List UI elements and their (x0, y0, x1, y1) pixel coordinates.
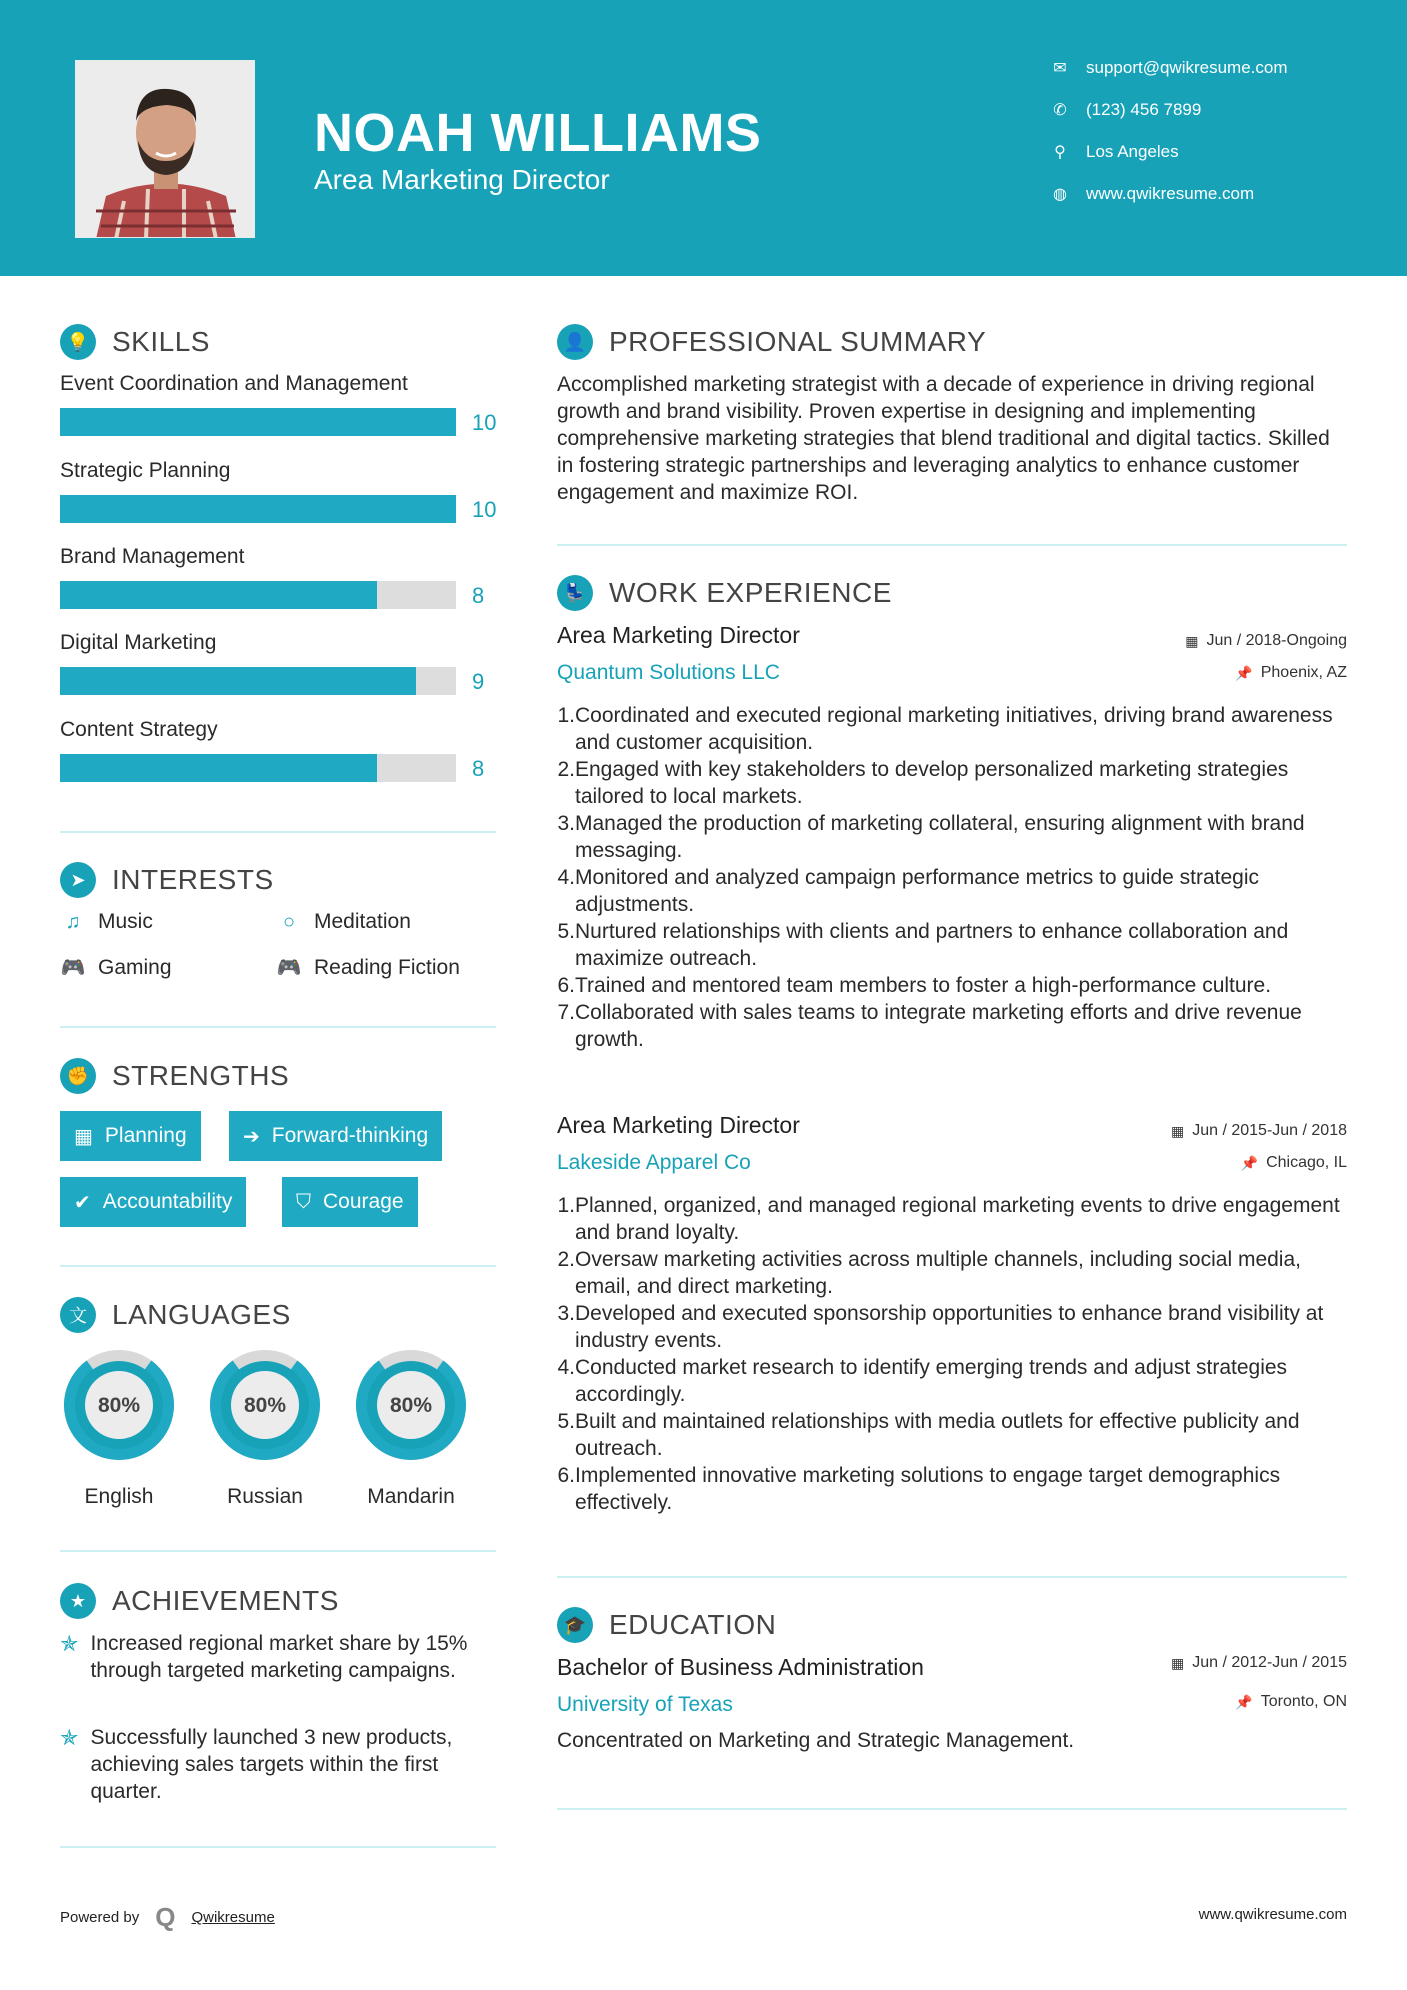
list-item: 3. Developed and executed sponsorship opportunities to enhance brand visibility at industry events. (557, 1302, 1324, 1352)
language-item (58, 1344, 180, 1509)
job-location-text: Chicago, IL (1266, 1154, 1347, 1171)
skill-bar (60, 581, 456, 609)
envelope-icon: ✉ (1053, 60, 1067, 77)
contact-location-text: Los Angeles (1086, 142, 1179, 161)
job-location (1241, 1154, 1347, 1172)
arrow-right-icon: ➔ (243, 1125, 260, 1148)
skill-value: 10 (472, 497, 497, 522)
language-ring (350, 1344, 472, 1466)
interest-label: Gaming (98, 955, 172, 979)
skill-bar (60, 495, 456, 523)
school-name[interactable]: University of Texas (557, 1693, 733, 1716)
skill-value: 8 (472, 583, 485, 608)
candidate-title: Area Marketing Director (314, 164, 610, 195)
skill-name: Content Strategy (60, 718, 218, 741)
contact-location (1050, 142, 1179, 162)
strengths-title: STRENGTHS (112, 1060, 290, 1091)
education-location-text: Toronto, ON (1260, 1693, 1347, 1710)
language-item (204, 1344, 326, 1509)
strengths-heading (60, 1058, 289, 1094)
job-dates (1185, 632, 1347, 650)
company-name[interactable]: Lakeside Apparel Co (557, 1151, 751, 1174)
skill-bar (60, 667, 456, 695)
language-ring (58, 1344, 180, 1466)
interests-title: INTERESTS (112, 864, 274, 895)
education-description: Concentrated on Marketing and Strategic Management. (557, 1729, 1075, 1752)
summary-heading (557, 324, 986, 360)
list-item: 2. Oversaw marketing activities across multiple channels, including social media, email, and direct marketing. (557, 1248, 1301, 1298)
divider (60, 1846, 496, 1848)
language-name: Russian (227, 1485, 303, 1508)
experience-heading (557, 575, 892, 611)
strength-tag (60, 1177, 246, 1227)
office-chair-icon: 💺 (557, 575, 593, 611)
interests-heading (60, 862, 274, 898)
shield-icon: ⛉ (296, 1190, 311, 1213)
list-item: 5. Built and maintained relationships with media outlets for effective publicity and outreach. (557, 1410, 1300, 1460)
skill-name: Digital Marketing (60, 631, 217, 654)
powered-by-text: Powered by (60, 1909, 140, 1926)
skill-bar-fill (60, 581, 377, 609)
language-ring (204, 1344, 326, 1466)
resume-header (0, 0, 1407, 276)
language-percent: 80% (243, 1394, 287, 1417)
check-circle-icon: ✔ (74, 1191, 91, 1214)
calendar-icon: ▦ (74, 1125, 93, 1148)
divider (60, 1265, 496, 1267)
qwikresume-link[interactable]: Qwikresume (191, 1909, 275, 1926)
skills-title: SKILLS (112, 326, 210, 357)
divider (60, 1026, 496, 1028)
calendar-icon: ▦ (1170, 1122, 1185, 1139)
company-name[interactable]: Quantum Solutions LLC (557, 661, 780, 684)
education-dates-text: Jun / 2012-Jun / 2015 (1192, 1654, 1347, 1671)
strength-tag (60, 1111, 201, 1161)
education-location (1235, 1693, 1347, 1711)
graduate-icon: 🎓 (557, 1607, 593, 1643)
strength-label: Courage (323, 1190, 404, 1213)
list-item: 1. Planned, organized, and managed regional marketing events to drive engagement and brand loyalty. (557, 1194, 1340, 1244)
calendar-icon: ▦ (1170, 1654, 1185, 1671)
contact-website-text: www.qwikresume.com (1086, 184, 1255, 203)
interest-item (60, 955, 172, 980)
summary-title: PROFESSIONAL SUMMARY (609, 326, 987, 357)
divider (60, 831, 496, 833)
language-percent: 80% (389, 1394, 433, 1417)
pushpin-icon: 📌 (1235, 1693, 1253, 1710)
interest-label: Music (98, 910, 153, 933)
strength-tag (282, 1177, 418, 1227)
strength-label: Forward-thinking (271, 1124, 429, 1147)
candidate-name: NOAH WILLIAMS (314, 103, 762, 163)
skill-bar-fill (60, 408, 456, 436)
contact-email-text: support@qwikresume.com (1086, 58, 1288, 77)
strength-tag (229, 1111, 442, 1161)
skill-name: Event Coordination and Management (60, 372, 408, 395)
footer-powered-by (60, 1902, 275, 1933)
paper-plane-icon: ➤ (60, 862, 96, 898)
language-name: Mandarin (367, 1485, 455, 1508)
pushpin-icon: 📌 (1235, 664, 1253, 681)
map-pin-icon: ⚲ (1054, 144, 1066, 161)
language-name: English (84, 1485, 154, 1508)
interest-label: Reading Fiction (314, 955, 460, 979)
degree-title: Bachelor of Business Administration (557, 1654, 924, 1680)
list-item: 1. Coordinated and executed regional marketing initiatives, driving brand awareness and customer acquisition. (557, 704, 1333, 754)
divider (557, 1576, 1347, 1578)
strength-label: Accountability (102, 1190, 233, 1213)
job-title: Area Marketing Director (557, 1112, 800, 1138)
list-item: 5. Nurtured relationships with clients and partners to enhance collaboration and maximize outreach. (557, 920, 1289, 970)
list-item: 7. Collaborated with sales teams to integrate marketing efforts and drive revenue growth. (557, 1001, 1302, 1051)
languages-heading (60, 1297, 291, 1333)
phone-icon: ✆ (1053, 102, 1067, 119)
interest-item (60, 910, 153, 934)
skill-value: 10 (472, 410, 497, 435)
summary-text: Accomplished marketing strategist with a decade of experience in driving regional growth and brand visibility. Proven expertise in designing and implementing comprehensive marketing strategies that blend traditional and digital tactics. Skilled in fostering strategic partnerships and leveraging analytics to enhance customer engagement and maximize ROI. (557, 373, 1330, 504)
skill-value: 8 (472, 756, 485, 781)
list-item: 6. Implemented innovative marketing solutions to engage target demographics effectively. (557, 1464, 1281, 1514)
skill-bar (60, 408, 456, 436)
interest-label: Meditation (314, 910, 411, 933)
music-note-icon: ♫ (65, 910, 81, 933)
gamepad-icon: 🎮 (60, 957, 86, 979)
skill-bar-fill (60, 495, 456, 523)
skills-heading (60, 324, 210, 360)
profile-photo (75, 60, 255, 238)
skill-bar (60, 754, 456, 782)
list-item: 3. Managed the production of marketing collateral, ensuring alignment with brand messaging. (557, 812, 1305, 862)
experience-title: WORK EXPERIENCE (609, 577, 892, 608)
divider (557, 544, 1347, 546)
interest-item (276, 910, 411, 934)
list-item: 6. Trained and mentored team members to foster a high-performance culture. (557, 974, 1272, 997)
skill-value: 9 (472, 669, 485, 694)
education-dates (1171, 1654, 1347, 1672)
languages-title: LANGUAGES (112, 1299, 291, 1330)
skill-bar-fill (60, 754, 377, 782)
job-dates-text: Jun / 2018-Ongoing (1206, 632, 1347, 649)
contact-email[interactable] (1050, 58, 1288, 78)
language-item (350, 1344, 472, 1509)
job-location (1235, 664, 1347, 682)
contact-website[interactable] (1050, 184, 1254, 204)
job-dates (1171, 1122, 1347, 1140)
contact-phone[interactable] (1050, 100, 1201, 120)
job-location-text: Phoenix, AZ (1260, 664, 1347, 681)
divider (557, 1808, 1347, 1810)
list-item: 4. Monitored and analyzed campaign performance metrics to guide strategic adjustments. (557, 866, 1260, 916)
job-dates-text: Jun / 2015-Jun / 2018 (1192, 1122, 1347, 1139)
interest-item (276, 955, 460, 980)
achievement-text: Successfully launched 3 new products, achieving sales targets within the first quarter. (90, 1726, 453, 1803)
achievements-heading (60, 1583, 339, 1619)
skill-name: Brand Management (60, 545, 245, 568)
lightbulb-icon: 💡 (60, 324, 96, 360)
calendar-icon: ▦ (1185, 632, 1199, 649)
language-percent: 80% (97, 1394, 141, 1417)
language-icon: 文 (60, 1297, 96, 1333)
contact-phone-text: (123) 456 7899 (1086, 100, 1202, 119)
skill-bar-fill (60, 667, 416, 695)
shooting-star-icon: ✯ (60, 1725, 79, 1750)
achievement-text: Increased regional market share by 15% through targeted marketing campaigns. (90, 1632, 468, 1682)
gamepad-icon: 🎮 (276, 957, 302, 979)
list-item: 2. Engaged with key stakeholders to develop personalized marketing strategies tailored to local markets. (557, 758, 1289, 808)
circle-icon: ○ (282, 910, 296, 933)
globe-icon: ◍ (1053, 186, 1067, 203)
job-bullets (557, 1192, 1347, 1516)
star-badge-icon: ★ (60, 1583, 96, 1619)
education-title: EDUCATION (609, 1609, 777, 1640)
education-heading (557, 1607, 776, 1643)
shooting-star-icon: ✯ (60, 1631, 79, 1656)
fist-icon: ✊ (60, 1058, 96, 1094)
skill-name: Strategic Planning (60, 459, 231, 482)
achievements-title: ACHIEVEMENTS (112, 1585, 339, 1616)
achievement-item (60, 1724, 490, 1805)
pushpin-icon: 📌 (1240, 1154, 1259, 1171)
divider (60, 1550, 496, 1552)
list-item: 4. Conducted market research to identify emerging trends and adjust strategies accordingly. (557, 1356, 1288, 1406)
footer-url[interactable]: www.qwikresume.com (1198, 1906, 1347, 1923)
achievement-item (60, 1630, 490, 1684)
qwikresume-logo-icon: Q (155, 1902, 176, 1932)
job-title: Area Marketing Director (557, 622, 800, 648)
job-bullets (557, 702, 1347, 1053)
strength-label: Planning (104, 1124, 187, 1147)
user-icon: 👤 (557, 324, 593, 360)
